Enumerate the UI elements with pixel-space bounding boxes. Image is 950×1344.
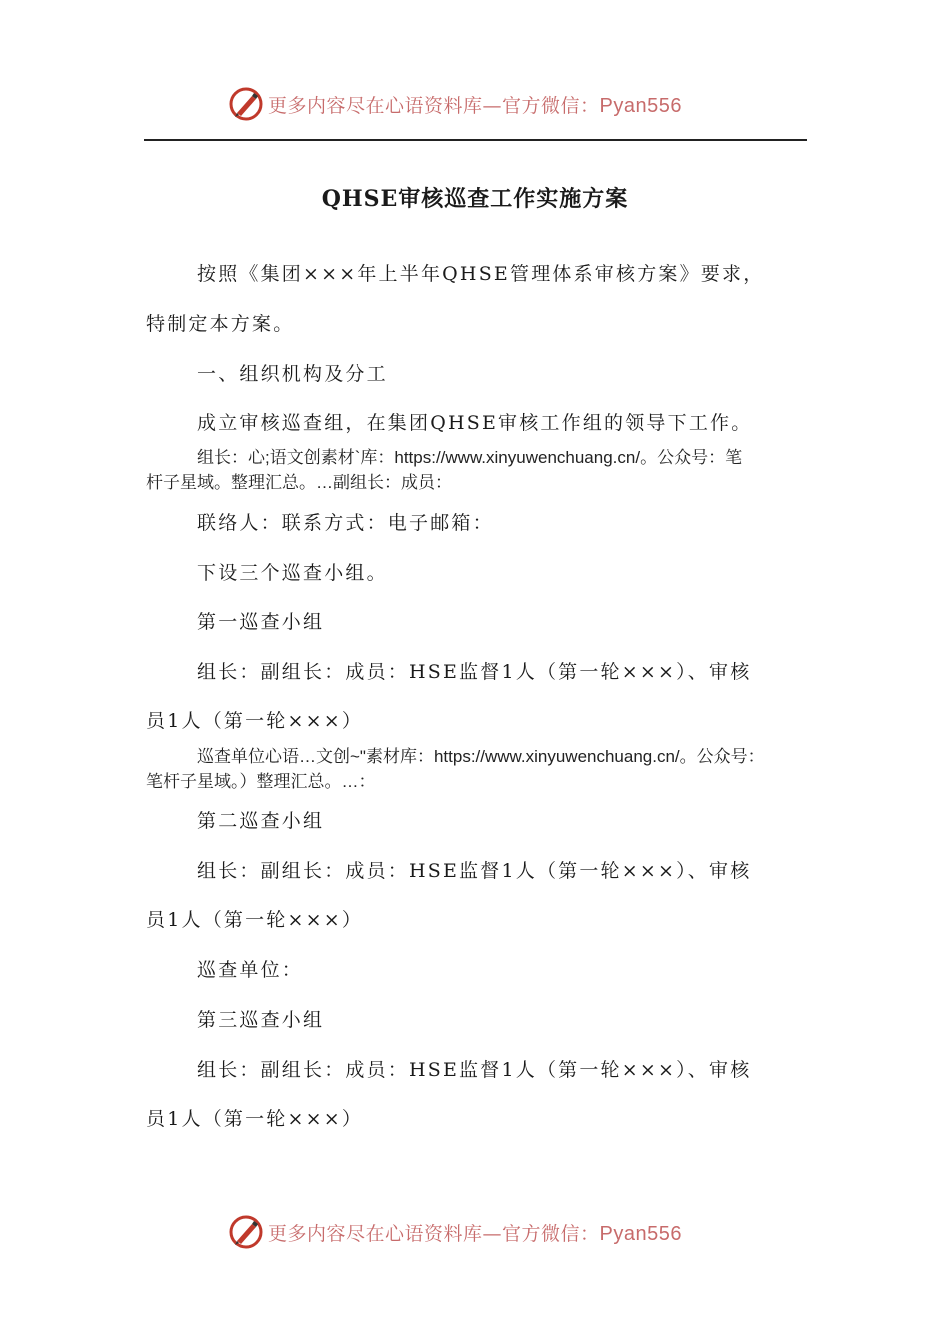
header-banner: [228, 84, 682, 124]
group2-members-line1: 组长：副组长：成员：HSE监督1人（第一轮×××）、审核: [197, 860, 752, 882]
paragraph-contact: 联络人：联系方式：电子邮箱：: [197, 512, 494, 534]
group2-title: 第二巡查小组: [197, 810, 325, 832]
group2-units: 巡查单位：: [197, 959, 304, 981]
group3-title: 第三巡查小组: [197, 1009, 325, 1031]
group1-members-line1: 组长：副组长：成员：HSE监督1人（第一轮×××）、审核: [197, 661, 752, 683]
paragraph-leader-line2: 杆子星域。整理汇总。…副组长：成员：: [146, 473, 452, 492]
paragraph-groups-intro: 下设三个巡查小组。: [197, 562, 388, 584]
group3-members-line2: 员1人（第一轮×××）: [146, 1108, 364, 1130]
section-heading-organization: 一、组织机构及分工: [197, 363, 388, 385]
footer-banner-text: 更多内容尽在心语资料库—官方微信：Pyan556: [268, 1222, 682, 1245]
paragraph-leader: [146, 445, 818, 495]
paragraph-intro-line1: 按照《集团×××年上半年QHSE管理体系审核方案》要求，: [197, 263, 765, 285]
paragraph-leader-line1: 组长：心;语文创素材`库：https://www.xinyuwenchuang.cn/。公众号：笔: [197, 448, 743, 467]
paragraph-intro-line2: 特制定本方案。: [146, 313, 295, 335]
header-divider: [144, 139, 807, 141]
document-title: QHSE审核巡查工作实施方案: [321, 186, 629, 212]
header-banner-text: 更多内容尽在心语资料库—官方微信：Pyan556: [268, 94, 682, 117]
footer-banner: [228, 1212, 682, 1252]
group1-members-line2: 员1人（第一轮×××）: [146, 710, 364, 732]
group1-units-line2: 笔杆子星域。）整理汇总。…：: [146, 772, 376, 791]
paragraph-team: 成立审核巡查组，在集团QHSE审核工作组的领导下工作。: [197, 412, 753, 434]
pen-logo-icon: [228, 1214, 264, 1250]
group1-units: [146, 744, 818, 794]
pen-logo-icon: [228, 86, 264, 122]
group1-units-line1: 巡查单位心语…文创~"素材库：https://www.xinyuwenchuang.cn/。公众号：: [197, 747, 765, 766]
group2-members-line2: 员1人（第一轮×××）: [146, 909, 364, 931]
group1-title: 第一巡查小组: [197, 611, 325, 633]
group3-members-line1: 组长：副组长：成员：HSE监督1人（第一轮×××）、审核: [197, 1059, 752, 1081]
